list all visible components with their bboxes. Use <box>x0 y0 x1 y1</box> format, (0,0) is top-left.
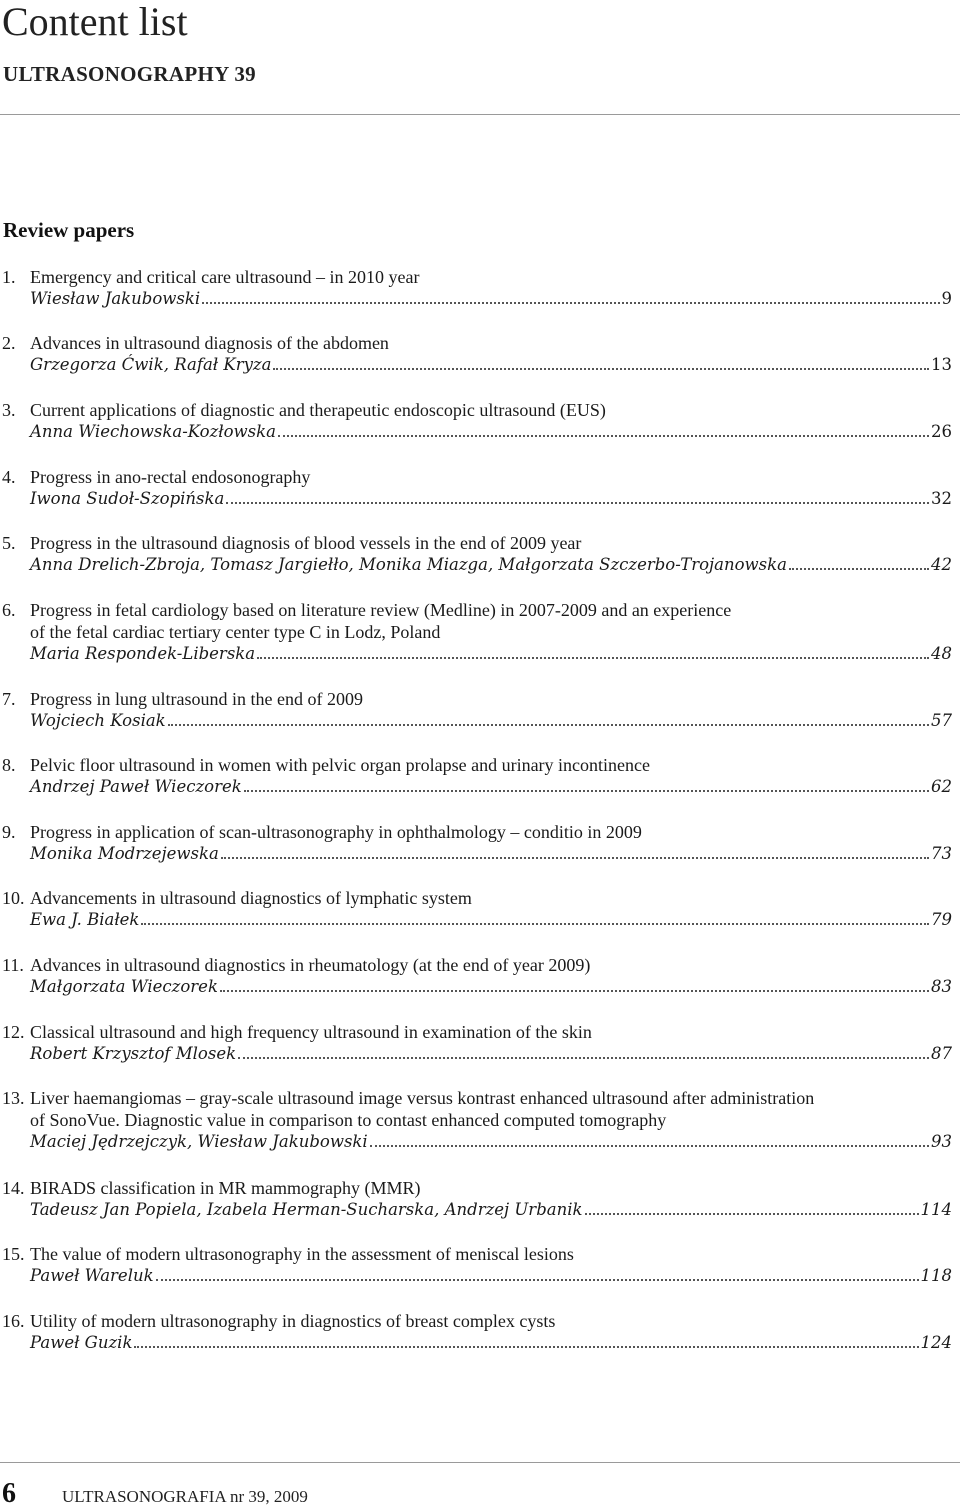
entry-authors: Paweł Guzik <box>30 1333 133 1352</box>
entry-author-line <box>30 976 952 998</box>
toc-entry <box>0 1021 952 1065</box>
entry-title-line <box>0 1310 952 1332</box>
entry-author-line <box>30 843 952 865</box>
entry-number: 12. <box>2 1022 25 1042</box>
entry-title-line <box>0 1177 952 1199</box>
entry-title: Progress in lung ultrasound in the end of 2009 <box>30 689 363 709</box>
entry-title-line <box>0 466 952 488</box>
entry-number: 9. <box>2 822 16 842</box>
entry-author-line <box>30 354 952 376</box>
footer-journal: ULTRASONOGRAFIA nr 39, 2009 <box>62 1487 308 1506</box>
dot-leader <box>134 1346 918 1348</box>
entry-number: 15. <box>2 1244 25 1264</box>
dot-leader <box>789 568 929 570</box>
entry-title-line <box>0 754 952 776</box>
section-heading: Review papers <box>3 218 135 242</box>
toc-entry <box>0 1310 952 1354</box>
entry-title: Classical ultrasound and high frequency ultrasound in examination of the skin <box>30 1022 592 1042</box>
entry-title: of SonoVue. Diagnostic value in comparison to contast enhanced computed tomography <box>30 1110 667 1130</box>
top-divider <box>0 114 960 115</box>
entry-authors: Monika Modrzejewska <box>30 844 219 863</box>
entry-number: 11. <box>2 955 24 975</box>
entry-number: 2. <box>2 333 16 353</box>
toc-entry <box>0 754 952 798</box>
entry-title: Advances in ultrasound diagnostics in rheumatology (at the end of year 2009) <box>30 955 591 975</box>
toc-entry <box>0 1087 952 1153</box>
entry-authors: Andrzej Paweł Wieczorek <box>30 777 242 796</box>
entry-authors: Anna Wiechowska-Kozłowska <box>30 422 276 441</box>
entry-author-line <box>30 776 952 798</box>
dot-leader <box>273 368 929 370</box>
entry-author-line <box>30 710 952 732</box>
page-title: Content list <box>2 0 188 44</box>
toc-entry <box>0 1243 952 1287</box>
entry-page-number: 79 <box>931 910 952 929</box>
entry-page-number: 9 <box>941 289 952 308</box>
entry-title: Utility of modern ultrasonography in diagnostics of breast complex cysts <box>30 1311 556 1331</box>
entry-authors: Paweł Wareluk <box>30 1266 154 1285</box>
dot-leader <box>220 990 929 992</box>
entry-page-number: 118 <box>920 1266 952 1285</box>
entry-number: 6. <box>2 600 16 620</box>
entry-author-line <box>30 488 952 510</box>
toc-entry <box>0 266 952 310</box>
entry-title-line <box>0 332 952 354</box>
entry-page-number: 73 <box>931 844 952 863</box>
entry-title-line <box>0 1087 952 1109</box>
entry-title: Advancements in ultrasound diagnostics of lymphatic system <box>30 888 472 908</box>
entry-authors: Wiesław Jakubowski <box>30 289 201 308</box>
entry-author-line <box>30 1043 952 1065</box>
entry-authors: Iwona Sudoł-Szopińska <box>30 489 225 508</box>
dot-leader <box>168 724 929 726</box>
toc-entry <box>0 532 952 576</box>
entry-title-line <box>0 599 952 621</box>
entry-title: Current applications of diagnostic and therapeutic endoscopic ultrasound (EUS) <box>30 400 606 420</box>
entry-number: 16. <box>2 1311 25 1331</box>
toc-entry <box>0 821 952 865</box>
toc-entry <box>0 466 952 510</box>
entry-title-line <box>0 887 952 909</box>
toc-entry <box>0 399 952 443</box>
dot-leader <box>244 790 929 792</box>
entry-title-line <box>0 532 952 554</box>
entry-page-number: 83 <box>931 977 952 996</box>
entry-title-line <box>0 821 952 843</box>
entry-title-line <box>0 266 952 288</box>
entry-number: 13. <box>2 1088 25 1108</box>
entry-page-number: 124 <box>920 1333 952 1352</box>
entry-number: 4. <box>2 467 16 487</box>
entry-authors: Maciej Jędrzejczyk, Wiesław Jakubowski <box>30 1132 368 1151</box>
entry-author-line <box>30 1332 952 1354</box>
entry-author-line <box>30 1131 952 1153</box>
entry-number: 14. <box>2 1178 25 1198</box>
entry-page-number: 93 <box>931 1132 952 1151</box>
entry-number: 10. <box>2 888 25 908</box>
entry-title: BIRADS classification in MR mammography (MMR) <box>30 1178 421 1198</box>
entry-title: Progress in ano-rectal endosonography <box>30 467 311 487</box>
entry-title-line <box>0 954 952 976</box>
entry-page-number: 32 <box>931 489 952 508</box>
toc-entry <box>0 599 952 665</box>
entry-number: 5. <box>2 533 16 553</box>
dot-leader <box>141 923 929 925</box>
entry-author-line <box>30 643 952 665</box>
toc-entry <box>0 1177 952 1221</box>
entry-page-number: 42 <box>931 555 952 574</box>
entry-number: 1. <box>2 267 16 287</box>
entry-author-line <box>30 909 952 931</box>
footer-page-number: 6 <box>2 1478 16 1509</box>
dot-leader <box>156 1279 919 1281</box>
journal-issue-heading: ULTRASONOGRAPHY 39 <box>3 62 256 86</box>
entry-author-line <box>30 288 952 310</box>
entry-title-line <box>0 1243 952 1265</box>
toc-entry <box>0 954 952 998</box>
entry-author-line <box>30 421 952 443</box>
entry-authors: Małgorzata Wieczorek <box>30 977 218 996</box>
dot-leader <box>238 1057 929 1059</box>
dot-leader <box>278 435 929 437</box>
entry-authors: Tadeusz Jan Popiela, Izabela Herman-Sucharska, Andrzej Urbanik <box>30 1200 583 1219</box>
dot-leader <box>370 1145 929 1147</box>
entry-title: Advances in ultrasound diagnosis of the abdomen <box>30 333 389 353</box>
entry-title: Liver haemangiomas – gray-scale ultrasound image versus kontrast enhanced ultrasound after administration <box>30 1088 815 1108</box>
entry-authors: Ewa J. Białek <box>30 910 140 929</box>
toc-entry <box>0 332 952 376</box>
entry-page-number: 26 <box>931 422 952 441</box>
entry-page-number: 13 <box>931 355 952 374</box>
dot-leader <box>585 1213 919 1215</box>
entry-number: 7. <box>2 689 16 709</box>
entry-authors: Robert Krzysztof Mlosek <box>30 1044 237 1063</box>
entry-number: 3. <box>2 400 16 420</box>
entry-title-line <box>0 621 952 643</box>
entry-title-line <box>0 1021 952 1043</box>
dot-leader <box>221 857 929 859</box>
entry-title-line <box>0 1109 952 1131</box>
entry-author-line <box>30 554 952 576</box>
entry-title: Progress in the ultrasound diagnosis of blood vessels in the end of 2009 year <box>30 533 582 553</box>
dot-leader <box>226 502 929 504</box>
bottom-divider <box>0 1462 960 1463</box>
entry-title: Pelvic floor ultrasound in women with pelvic organ prolapse and urinary incontinence <box>30 755 651 775</box>
entry-title: of the fetal cardiac tertiary center type C in Lodz, Poland <box>30 622 441 642</box>
entry-page-number: 87 <box>931 1044 952 1063</box>
entry-authors: Maria Respondek-Liberska <box>30 644 256 663</box>
entry-authors: Grzegorza Ćwik, Rafał Kryza <box>30 355 272 374</box>
entry-page-number: 48 <box>931 644 952 663</box>
entry-author-line <box>30 1265 952 1287</box>
dot-leader <box>257 657 929 659</box>
entry-authors: Wojciech Kosiak <box>30 711 166 730</box>
toc-entry <box>0 887 952 931</box>
entry-number: 8. <box>2 755 16 775</box>
dot-leader <box>202 302 939 304</box>
entry-title-line <box>0 688 952 710</box>
entry-title: Emergency and critical care ultrasound – in 2010 year <box>30 267 420 287</box>
entry-page-number: 62 <box>931 777 952 796</box>
entry-authors: Anna Drelich-Zbroja, Tomasz Jargiełło, Monika Miazga, Małgorzata Szczerbo-Trojanowska <box>30 555 787 574</box>
entry-title: The value of modern ultrasonography in the assessment of meniscal lesions <box>30 1244 574 1264</box>
entry-title-line <box>0 399 952 421</box>
entry-title: Progress in fetal cardiology based on literature review (Medline) in 2007-2009 and an experience <box>30 600 732 620</box>
entry-page-number: 114 <box>920 1200 952 1219</box>
entry-author-line <box>30 1199 952 1221</box>
toc-entry <box>0 688 952 732</box>
entry-page-number: 57 <box>931 711 952 730</box>
entry-title: Progress in application of scan-ultrasonography in ophthalmology – conditio in 2009 <box>30 822 642 842</box>
